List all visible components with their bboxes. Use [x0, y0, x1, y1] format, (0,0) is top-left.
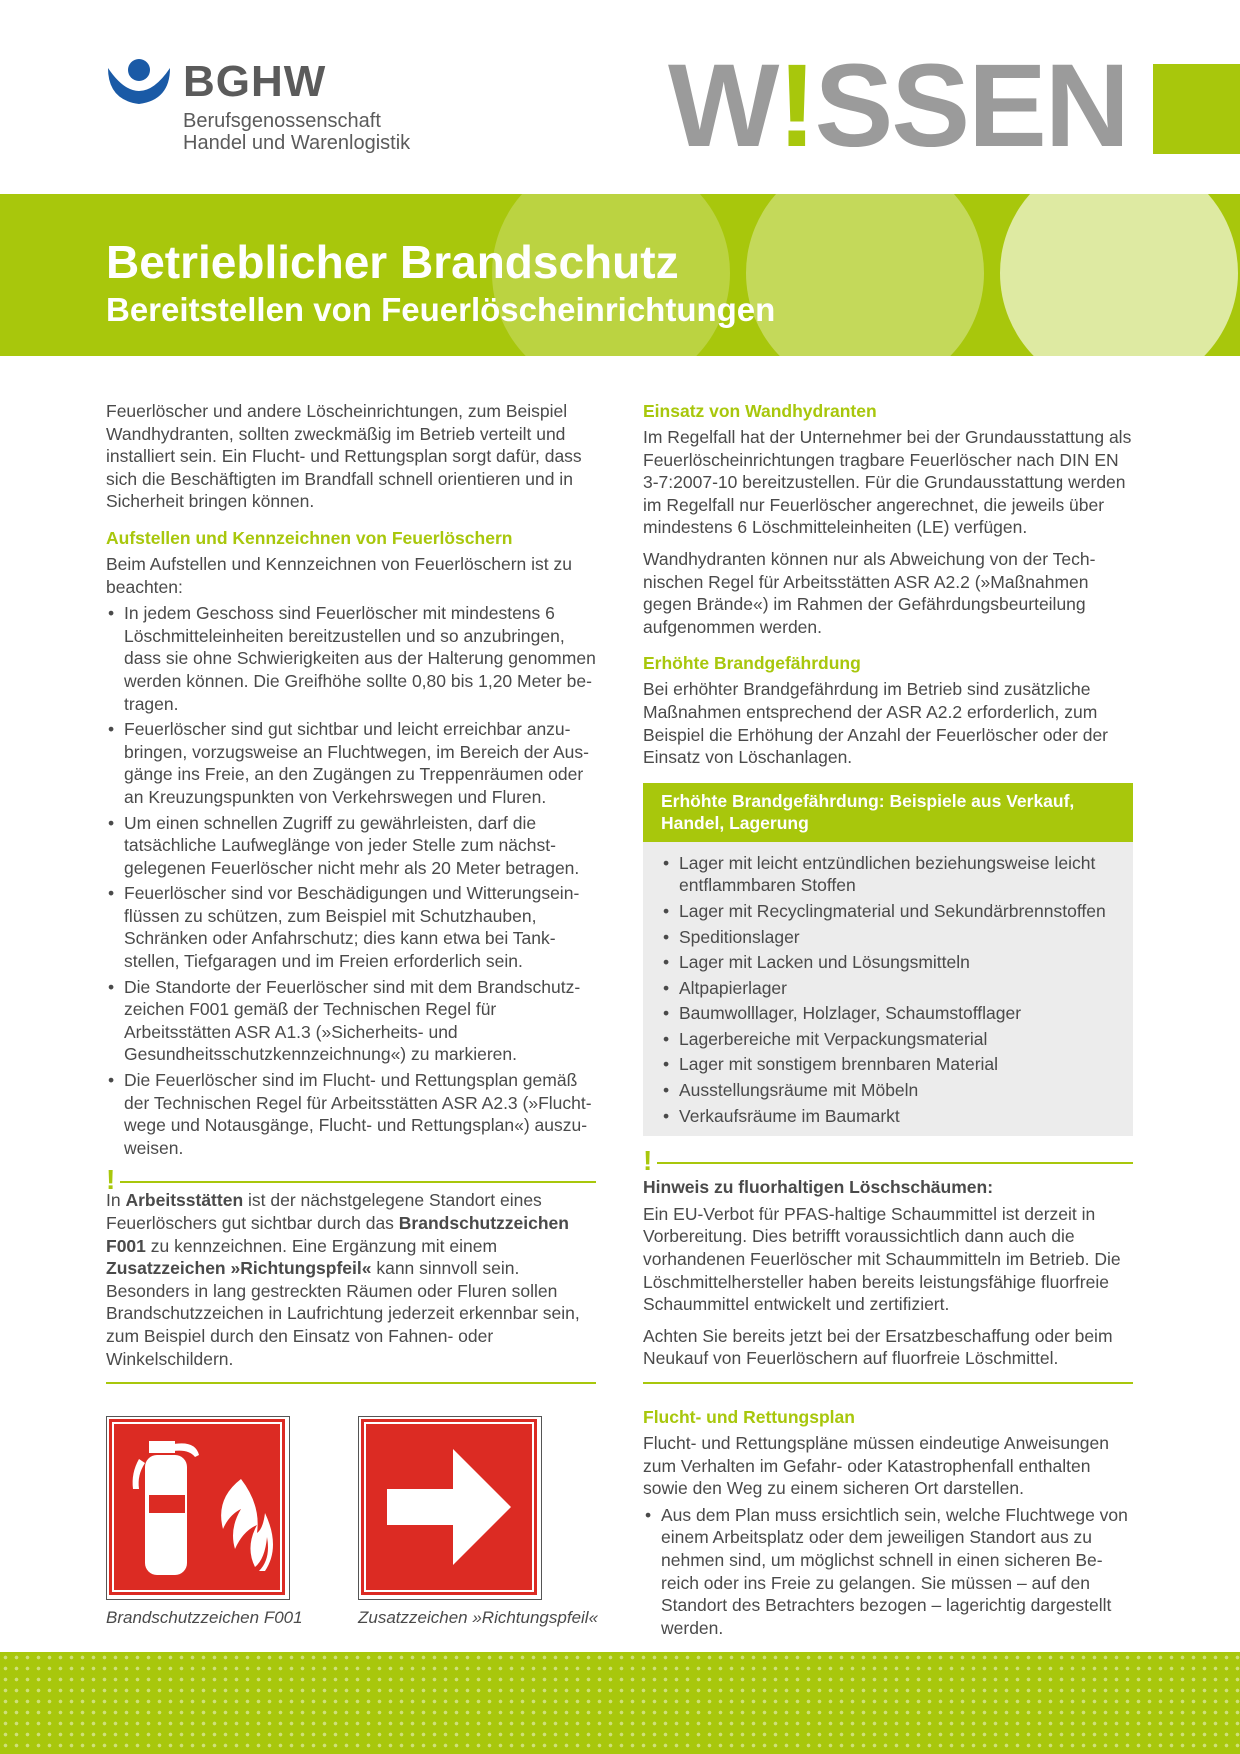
list-item: • Lagerbereiche mit Verpackungsmaterial: [661, 1028, 1115, 1051]
list-item: • In jedem Geschoss sind Feuerlöscher mit mindestens 6 Löschmitteleinheiten bereitzustellen und so anzubringen, dass sie ohne Schwierigkeiten aus der Halterung genommen werden können. Die Greifhöhe sollte 0,80 bis 1,20 Meter betragen.: [106, 602, 596, 715]
banner-circle-3: [1000, 194, 1238, 356]
note-text: [106, 1189, 596, 1370]
logo-name: BGHW: [183, 57, 327, 106]
page-header: [0, 0, 1240, 194]
page-subtitle: Bereitstellen von Feuerlöscheinrichtungen: [106, 291, 776, 328]
note-divider: [657, 1162, 1133, 1164]
page-footer-pattern: [0, 1652, 1240, 1754]
intro-paragraph: Feuerlöscher und andere Löscheinrichtungen, zum Beispiel Wandhydranten, sollten zweckmäßig im Betrieb verteilt und installiert sein. Ein Flucht- und Rettungsplan sorgt dafür, dass sich die Beschäftigten im Brandfall schnell orientieren und in Sicherheit bringen können.: [106, 401, 582, 512]
note-text-part: ist der nächstgelegene Standort eines Feuerlöschers gut sichtbar durch das: [106, 1190, 542, 1233]
wissen-exclamation: !: [777, 40, 815, 172]
section-heading-aufstellen: Aufstellen und Kennzeichnen von Feuerlöschern: [106, 527, 513, 548]
note-text-part: In: [106, 1190, 126, 1211]
list-item: • Lager mit sonstigem brennbaren Material: [661, 1053, 1115, 1076]
note-bottom-divider: [643, 1382, 1133, 1384]
logo-subtitle: [183, 110, 410, 154]
fluchtplan-list: [643, 1504, 1133, 1640]
note-paragraph-2: Achten Sie bereits jetzt bei der Ersatzbeschaffung oder beim Neukauf von Feuerlöschern auf fluorfreie Löschmittel.: [643, 1325, 1113, 1369]
list-item: • Feuerlöscher sind vor Beschädigungen und Witterungseinflüssen zu schützen, zum Beispiel mit Schutzhauben, Schränken oder Anfahrschutz; dies kann etwa bei Tankstellen, Tiefgaragen und im Freien erforderlich sein.: [106, 882, 596, 972]
direction-arrow-sign: [358, 1416, 542, 1600]
logo-line-2: Handel und Warenlogistik: [183, 132, 411, 154]
note-text-part: kann sinnvoll sein. Besonders in lang gestreckten Räumen oder Fluren sollen Brandschutzzeichen in Laufrichtung jederzeit erkennbar sein, zum Beispiel durch den Einsatz von Fahnen- oder Winkelschildern.: [106, 1258, 580, 1369]
note-exclamation-icon: !: [643, 1145, 653, 1177]
note-text-bold: Zusatzzeichen »Richtungspfeil«: [106, 1258, 372, 1279]
section-heading-wandhydranten: Einsatz von Wandhydranten: [643, 401, 877, 421]
note-text-part: zu kennzeichnen. Eine Ergänzung mit einem: [145, 1235, 498, 1256]
list-item: • Die Standorte der Feuerlöscher sind mit dem Brandschutzzeichen F001 gemäß der Technischen Regel für Arbeitsstätten ASR A1.3 (»Sicherheits- und Gesundheitsschutzkennzeichnung«) zu markieren.: [106, 976, 596, 1066]
list-item: • Speditionslager: [661, 926, 1115, 949]
note-heading: Hinweis zu fluorhaltigen Löschschäumen:: [643, 1177, 994, 1198]
section-lead: Beim Aufstellen und Kennzeichnen von Feuerlöschern ist zu beachten:: [106, 553, 572, 597]
brandgefaehrdung-paragraph: Bei erhöhter Brandgefährdung im Betrieb sind zusätzliche Maßnahmen entsprechend der ASR A2.2 erforderlich, zum Beispiel die Erhöhung der Anzahl der Feuerlöscher oder der Einsatz von Löschanlagen.: [643, 679, 1109, 768]
aufstellen-list: [106, 602, 596, 1159]
caption-richtungspfeil: Zusatzzeichen »Richtungspfeil«: [358, 1608, 599, 1627]
banner-circle-2: [746, 194, 984, 356]
note-divider: [120, 1181, 596, 1183]
wandhydranten-paragraph-2: Wandhydranten können nur als Abweichung von der Technischen Regel für Arbeitsstätten ASR A2.2 (»Maßnahmen gegen Brände«) im Rahmen der Gefährdungsbeurteilung aufgenommen werden.: [643, 548, 1096, 637]
wissen-wordmark: [668, 40, 1129, 172]
page-title: Betrieblicher Brandschutz: [106, 236, 679, 288]
fire-extinguisher-icon: [109, 1419, 285, 1595]
arrow-right-icon: [361, 1419, 537, 1595]
list-item: • Lager mit Lacken und Lösungsmitteln: [661, 951, 1115, 974]
fluchtplan-paragraph: Flucht- und Rettungspläne müssen eindeutige Anweisungen zum Verhalten im Gefahr- oder Katastrophenfall enthalten sowie den Weg zu einem sicheren Ort darstellen.: [643, 1433, 1110, 1499]
list-item: • Um einen schnellen Zugriff zu gewährleisten, darf die tatsächliche Laufweglänge von jeder Stelle zum nächstgelegenen Feuerlöscher nicht mehr als 20 Meter betragen.: [106, 812, 596, 880]
examples-box-title: Erhöhte Brandgefährdung: Beispiele aus Verkauf, Handel, Lagerung: [643, 783, 1133, 842]
list-item: • Ausstellungsräume mit Möbeln: [661, 1079, 1115, 1102]
examples-box: [643, 783, 1133, 1137]
note-bottom-divider: [106, 1382, 596, 1384]
list-item: • Lager mit leicht entzündlichen beziehungsweise leicht entflammbaren Stoffen: [661, 852, 1115, 897]
list-item: • Die Feuerlöscher sind im Flucht- und Rettungsplan gemäß der Technischen Regel für Arbeitsstätten ASR A2.3 (»Fluchtwege und Notausgänge, Flucht- und Rettungsplan«) auszuweisen.: [106, 1069, 596, 1159]
bghw-logo-icon: [106, 58, 172, 108]
wissen-w: W: [668, 40, 778, 172]
list-item: • Lager mit Recyclingmaterial und Sekundärbrennstoffen: [661, 900, 1115, 923]
list-item: • Baumwolllager, Holzlager, Schaumstofflager: [661, 1002, 1115, 1025]
fire-extinguisher-sign: [106, 1416, 290, 1600]
examples-list: [643, 842, 1133, 1137]
wissen-rest: SSEN: [814, 40, 1129, 172]
list-item: • Aus dem Plan muss ersichtlich sein, welche Fluchtwege von einem Arbeitsplatz oder dem jeweiligen Standort aus zu nehmen sind, um möglichst schnell in einen sicheren Bereich oder ins Freie zu gelangen. Sie müssen – auf den Standort des Betrachters bezogen – lagerichtig dargestellt werden.: [643, 1504, 1133, 1640]
wissen-green-square: [1153, 64, 1240, 154]
note-text-bold: Arbeitsstätten: [125, 1190, 244, 1211]
section-heading-fluchtplan: Flucht- und Rettungsplan: [643, 1407, 855, 1427]
list-item: • Verkaufsräume im Baumarkt: [661, 1105, 1115, 1128]
section-heading-brandgefaehrdung: Erhöhte Brandgefährdung: [643, 653, 861, 674]
right-column: [643, 400, 1133, 1645]
left-column: [106, 400, 596, 1384]
note-arbeitsstaetten: [106, 1165, 596, 1384]
wandhydranten-paragraph-1: Im Regelfall hat der Unternehmer bei der Grundausstattung als Feuerlöscheinrichtungen tragbare Feuerlöscher nach DIN EN 3-7:2007-10 bereitzustellen. Für die Grundausstattung werden im Regelfall nur Feuerlöscher angerechnet, die jeweils über mindestens 6 Löschmitteleinheiten (LE) verfügen.: [643, 427, 1132, 538]
caption-f001: Brandschutzzeichen F001: [106, 1608, 303, 1627]
note-paragraph-1: Ein EU-Verbot für PFAS-haltige Schaummittel ist derzeit in Vorbereitung. Dies betrifft voraussichtlich dann auch die vorhandenen Feuerlöscher mit Schaummitteln im Betrieb. Die Löschmittelhersteller haben bereits leistungsfähige fluorfreie Schaummittel entwickelt und zertifiziert.: [643, 1203, 1121, 1315]
note-exclamation-icon: !: [106, 1164, 116, 1196]
note-text-bold: Brandschutzzeichen F001: [106, 1213, 569, 1256]
logo-line-1: Berufsgenossenschaft: [183, 110, 381, 132]
list-item: • Altpapierlager: [661, 977, 1115, 1000]
list-item: • Feuerlöscher sind gut sichtbar und leicht erreichbar anzubringen, vorzugsweise an Fluchtwegen, im Bereich der Ausgänge ins Freie, an den Zugängen zu Treppenräumen oder an Kreuzungspunkten von Verkehrswegen und Fluren.: [106, 718, 596, 808]
note-fluor: [643, 1146, 1133, 1384]
